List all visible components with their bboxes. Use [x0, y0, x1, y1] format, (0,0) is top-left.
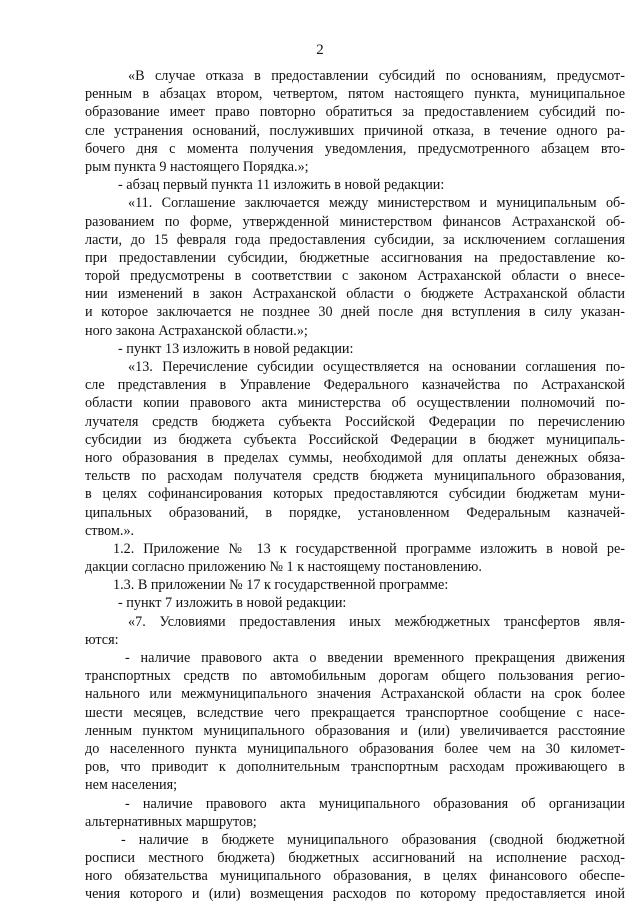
text-line: ного закона Астраханской области.»;: [85, 322, 308, 339]
text-line: субсидии из бюджета субъекта Российской Федерации в бюджет муниципаль-: [85, 431, 625, 448]
text-line: нии изменений в закон Астраханской области о бюджете Астраханской области: [85, 286, 625, 303]
text-line: «В случае отказа в предоставлении субсидий по основаниям, предусмот-: [128, 68, 625, 84]
text-line: до населенного пункта муниципального образования более чем на 30 километ-: [85, 740, 625, 757]
text-line: шести месяцев, вследствие чего прекращается транспортное сообщение с насе-: [85, 704, 625, 721]
text-line: разованием по форме, утвержденной министерством финансов Астраханской об-: [85, 213, 625, 230]
text-line: ров, что приводит к дополнительным транспортным расходам проживающего в: [85, 759, 625, 776]
text-line: образование имеет право повторно обратиться за предоставлением субсидий по-: [85, 104, 625, 121]
text-line: при предоставлении субсидии, бюджетные ассигнования на предоставление ко-: [85, 249, 625, 266]
text-line: - наличие правового акта о введении временного прекращения движения: [125, 650, 625, 666]
text-line: ленным пунктом муниципального образования и (или) увеличивается расстояние: [85, 722, 625, 739]
text-line: - наличие в бюджете муниципального образования (сводной бюджетной: [121, 831, 625, 848]
text-line: ципальных образований, в порядке, установленном Федеральным казначей-: [85, 504, 625, 521]
text-line: ласти, до 15 февраля года предоставления субсидии, за исключением соглашения: [85, 231, 625, 248]
text-line: транспортных средств по автомобильным дорогам общего пользования регио-: [85, 668, 625, 685]
text-line: в целях софинансирования которых предоставляются субсидии бюджетам муни-: [85, 486, 625, 503]
text-line: - пункт 7 изложить в новой редакции:: [118, 595, 347, 612]
text-line: - абзац первый пункта 11 изложить в новой редакции:: [118, 177, 445, 194]
text-line: сле устранения оснований, послуживших причиной отказа, в течение одного ра-: [85, 122, 625, 139]
text-line: ного образования в пределах суммы, необходимой для оплаты денежных обяза-: [85, 449, 625, 466]
page-number: 2: [316, 42, 324, 58]
text-line: области копии правового акта министерства об осуществлении полномочий по-: [85, 395, 625, 412]
text-line: и которое заключается не позднее 30 дней после дня вступления в силу указан-: [85, 304, 625, 321]
text-line: сле представления в Управление Федерального казначейства по Астраханской: [85, 377, 625, 394]
text-line: росписи местного бюджета) бюджетных ассигнований на исполнение расход-: [85, 850, 625, 867]
text-line: чения которого и (или) возмещения расходов по которому предоставляется иной: [85, 886, 625, 903]
text-line: бочего дня с момента получения уведомления, предусмотренного абзацем вто-: [85, 140, 625, 157]
text-line: нем населения;: [85, 777, 178, 794]
text-line: ренным в абзацах втором, четвертом, пятом настоящего пункта, муниципальное: [85, 86, 625, 103]
text-line: нального или межмуниципального значения Астраханской области на срок более: [85, 686, 625, 703]
text-line: 1.2. Приложение № 13 к государственной программе изложить в новой ре-: [113, 540, 625, 557]
text-line: «13. Перечисление субсидии осуществляется на основании соглашения по-: [128, 359, 625, 375]
text-line: лучателя средств бюджета субъекта Российской Федерации по перечислению: [85, 413, 625, 430]
text-line: ного обязательства муниципального образования, в целях финансового обеспе-: [85, 868, 625, 885]
text-line: - пункт 13 изложить в новой редакции:: [118, 340, 354, 357]
text-line: рым пункта 9 настоящего Порядка.»;: [85, 158, 309, 175]
text-line: торой предусмотрены в соответствии с законом Астраханской области о внесе-: [85, 268, 625, 285]
text-line: дакции согласно приложению № 1 к настоящему постановлению.: [85, 559, 482, 576]
text-line: ются:: [85, 631, 119, 648]
text-line: ством.».: [85, 522, 135, 539]
text-line: - наличие правового акта муниципального образования об организации: [125, 795, 625, 812]
text-line: альтернативных маршрутов;: [85, 813, 257, 830]
text-line: «11. Соглашение заключается между министерством и муниципальным об-: [128, 195, 625, 212]
body-text: [85, 67, 625, 904]
text-line: тельств по расходам получателя средств бюджета муниципального образования,: [85, 468, 625, 485]
text-line: 1.3. В приложении № 17 к государственной программе:: [113, 577, 449, 594]
text-line: «7. Условиями предоставления иных межбюджетных трансфертов явля-: [128, 613, 625, 630]
